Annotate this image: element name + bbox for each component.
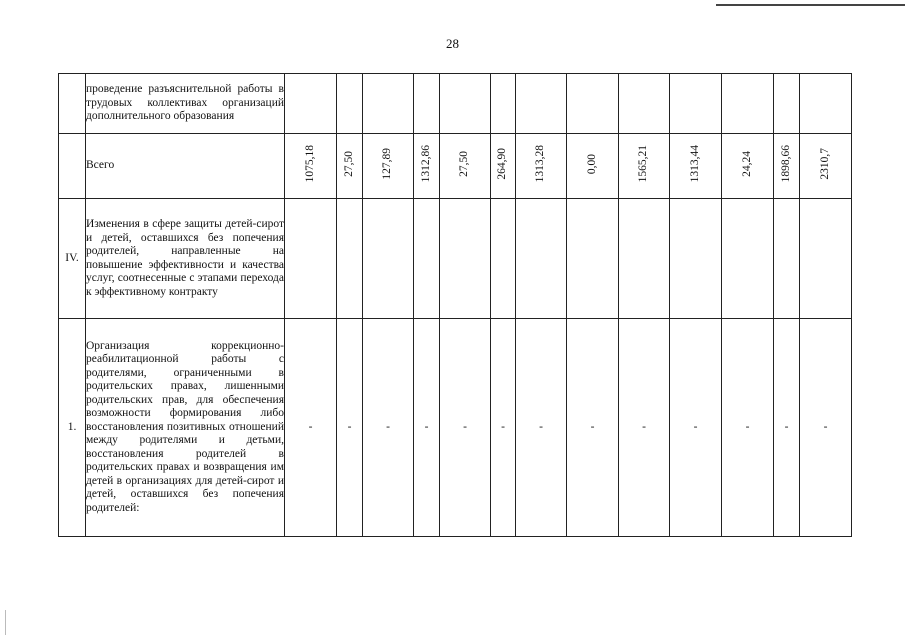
dash-cell: - — [670, 319, 722, 537]
value-cell — [670, 134, 722, 199]
empty-cell — [337, 199, 363, 319]
value-cell — [800, 134, 852, 199]
empty-cell — [440, 199, 491, 319]
empty-cell — [722, 74, 774, 134]
value-cell — [491, 134, 516, 199]
dash-cell: - — [491, 319, 516, 537]
value-cell — [619, 134, 670, 199]
empty-cell — [567, 199, 619, 319]
budget-table — [58, 73, 852, 537]
dash-cell: - — [516, 319, 567, 537]
value-cell — [414, 134, 440, 199]
value-cell — [363, 134, 414, 199]
empty-cell — [337, 74, 363, 134]
row-description-text: Изменения в сфере защиты детей-сирот и детей, оставшихся без попечения родителей, направленные на повышение эффективности и качества услуг, соотнесенные с этапами перехода к эффективному контракту — [86, 218, 284, 298]
value-text: 0,00 — [585, 153, 598, 174]
dash-cell: - — [414, 319, 440, 537]
empty-cell — [800, 199, 852, 319]
value-cell — [722, 134, 774, 199]
value-text: 1075,18 — [303, 145, 316, 183]
value-text: 27,50 — [458, 150, 471, 177]
empty-cell — [491, 74, 516, 134]
empty-cell — [619, 74, 670, 134]
value-text: 1312,86 — [419, 145, 432, 183]
row-description-text: проведение разъяснительной работы в трудовых коллективах организаций дополнительного образования — [86, 83, 284, 123]
value-text: 264,90 — [496, 147, 509, 180]
table-row — [59, 134, 852, 199]
empty-cell — [619, 199, 670, 319]
row-description — [86, 74, 285, 134]
empty-cell — [285, 74, 337, 134]
value-cell — [567, 134, 619, 199]
value-text: 2310,7 — [818, 147, 831, 180]
row-description-text: Всего — [86, 159, 115, 172]
value-cell — [337, 134, 363, 199]
row-number — [59, 74, 86, 134]
dash-cell: - — [567, 319, 619, 537]
value-text: 27,50 — [342, 150, 355, 177]
dash-cell: - — [440, 319, 491, 537]
empty-cell — [516, 199, 567, 319]
row-number — [59, 134, 86, 199]
value-cell — [440, 134, 491, 199]
dash-cell: - — [363, 319, 414, 537]
empty-cell — [440, 74, 491, 134]
empty-cell — [670, 199, 722, 319]
dash-cell: - — [722, 319, 774, 537]
value-cell — [516, 134, 567, 199]
dash-cell: - — [337, 319, 363, 537]
value-text: 1313,28 — [534, 145, 547, 183]
row-number: IV. — [59, 199, 86, 319]
value-text: 127,89 — [381, 147, 394, 180]
table-row — [59, 74, 852, 134]
empty-cell — [774, 74, 800, 134]
header-rule — [716, 4, 905, 6]
dash-cell: - — [774, 319, 800, 537]
empty-cell — [774, 199, 800, 319]
row-description-text: Организация коррекционно-реабилитационной работы с родителями, ограниченными в родительских правах, лишенными родительских прав, для обеспечения возможности формирования либо восстановления позитивных отношений между родителями и детьми, восстановления родителей в родительских правах и возвращения им детей в организациях для детей-сирот и детей, оставшихся без попечения родителей: — [86, 339, 284, 514]
empty-cell — [491, 199, 516, 319]
dash-cell: - — [619, 319, 670, 537]
table-row — [59, 199, 852, 319]
value-cell — [774, 134, 800, 199]
empty-cell — [670, 74, 722, 134]
empty-cell — [567, 74, 619, 134]
empty-cell — [414, 199, 440, 319]
row-description — [86, 134, 285, 199]
empty-cell — [414, 74, 440, 134]
row-number: 1. — [59, 319, 86, 537]
empty-cell — [285, 199, 337, 319]
margin-mark — [5, 610, 6, 635]
empty-cell — [722, 199, 774, 319]
value-text: 1313,44 — [688, 145, 701, 183]
row-description — [86, 199, 285, 319]
table-row — [59, 319, 852, 537]
empty-cell — [516, 74, 567, 134]
value-cell — [285, 134, 337, 199]
page-number: 28 — [446, 36, 459, 51]
empty-cell — [363, 199, 414, 319]
value-text: 1565,21 — [637, 145, 650, 183]
value-text: 24,24 — [740, 150, 753, 177]
empty-cell — [800, 74, 852, 134]
row-description — [86, 319, 285, 537]
dash-cell: - — [800, 319, 852, 537]
empty-cell — [363, 74, 414, 134]
value-text: 1898,66 — [779, 145, 792, 183]
dash-cell: - — [285, 319, 337, 537]
table-body — [59, 74, 852, 537]
